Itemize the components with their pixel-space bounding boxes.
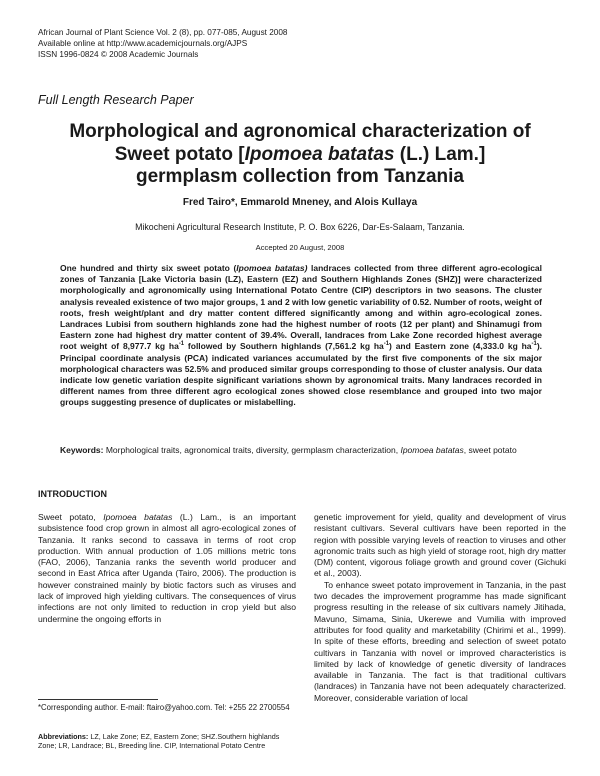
body-column-right [314,512,566,704]
authors: Fred Tairo*, Emmarold Mneney, and Alois Kullaya [182,197,418,208]
title-species: Ipomoea batatas [244,143,395,165]
body-species: Ipomoea batatas [103,512,173,522]
title-line-2 [40,144,560,167]
keywords-text: Morphological traits, agronomical traits, diversity, germplasm characterization, [103,445,401,455]
abstract-text: One hundred and thirty six sweet potato ( [60,263,237,273]
abstract-text: ) and Eastern zone (4,333.0 kg ha [389,341,532,352]
title-part: Sweet potato [ [114,143,245,165]
accepted-date: Accepted 20 August, 2008 [255,243,345,252]
journal-issn: ISSN 1996-0824 © 2008 Academic Journals [38,50,199,59]
abstract-text: ). Principal coordinate analysis (PCA) indicated variances accumulated by the first five components of the six major morphological characters was 52.5% and produced similar groups corresponding to those of cluster analysis. Our data indicate low genetic variation despite significant variations shown by agronomical traits. Many landraces recorded in different names from three different agro ecological zones showed close resemblance and grouped into two major groups suggesting presence of duplicates or mislabelling. [60,341,543,408]
affiliation: Mikocheni Agricultural Research Institute, P. O. Box 6226, Dar-Es-Salaam, Tanzania. [135,222,465,232]
introduction-heading: INTRODUCTION [38,489,107,499]
abstract-text: followed by Southern highlands (7,561.2 kg ha [184,341,384,352]
section-label: Full Length Research Paper [38,93,194,107]
paragraph: To enhance sweet potato improvement in Tanzania, in the past two decades the improvement programme has made significant progress resulting in the release of six cultivars namely Jitihada, Mavuno, Simama, Sinia, Ukerewe and Vumilia with improved attributes for food quality and marketability (Chirimi et al., 1999). In spite of these efforts, breeding and selection of sweet potato cultivars in Tanzania with novel or improved characteristics is limited by lack of knowledge of genetic diversity of landraces available in Tanzania. The fact is that traditional cultivars (landraces) in Tanzania have not been adequately characterized. Moreover, considerable variation of local [314,579,566,703]
journal-citation: African Journal of Plant Science Vol. 2 (8), pp. 077-085, August 2008 [38,28,288,37]
paragraph: genetic improvement for yield, quality and development of virus resistant cultivars. Several cultivars have been reported in the region with possible varying levels of reaction to viruses and other agronomic traits such as high yield of storage root, high dry matter (DM) content, vigorous foliage growth and ground cover (Gichuki et al., 2003). [314,512,566,579]
footnote-rule [38,699,158,700]
paper-title [40,121,560,189]
abbreviations-text: LZ, Lake Zone; EZ, Eastern Zone; SHZ.Southern highlands Zone; LR, Landrace; BL, Breeding line. CIP, International Potato Centre [38,732,280,751]
abbreviations [38,732,298,751]
corresponding-author: *Corresponding author. E-mail: ftairo@yahoo.com. Tel: +255 22 2700554 [38,703,290,712]
abstract-text: landraces collected from three different agro-ecological zones of Tanzania [Lake Victoria basin (LZ), Eastern (EZ) and Southern Highlands Zones (SHZ)] were characterized morphologically and agronomically using International Potato Centre (CIP) descriptors in two seasons. The cluster analysis revealed existence of two major groups, 1 and 2 with low genetic variability of 0.52. Number of roots, weight of roots, fresh weight/plant and dry matter content differed significantly among and within agro-ecological zones. Landraces Lubisi from southern highlands zone had the highest number of roots (12 per plant) and Shinamugi from Eastern zone had highest dry matter content of 39.4%. Overall, landraces from Lake Zone recorded highest average root weight of 8,977.7 kg ha [60,263,543,352]
abbreviations-label: Abbreviations: [38,732,89,741]
title-part: (L.) Lam.] [394,143,486,165]
abstract [60,263,542,409]
title-line-3: germplasm collection from Tanzania [135,166,464,187]
superscript: -1 [383,341,390,348]
abstract-species: Ipomoea batatas) [236,263,308,273]
superscript: -1 [531,341,537,348]
paragraph [38,512,296,625]
body-text: (L.) Lam., is an important subsistence food crop grown in almost all agro-ecological zones of Tanzania. It ranks second to cassava in terms of root crop production. With annual production of 1.05 millions metric tons (FAO, 2006), Tanzania ranks the seventh world producer and second in East Africa after Uganda (Tairo, 2006). The production is however constrained mainly by biotic factors such as viruses and lack of improved high yielding cultivars. The consequences of virus infections are not only limited to reduction in crop yield but also undermine the ongoing efforts in [38,512,296,624]
keywords [60,445,542,456]
keywords-species: Ipomoea batatas [400,445,464,455]
body-column-left [38,512,296,625]
body-text: Sweet potato, [38,512,104,522]
title-line-1: Morphological and agronomical characterization of [69,121,531,142]
superscript: -1 [178,341,185,348]
keywords-label: Keywords: [60,445,104,455]
keywords-text: , sweet potato [463,445,517,455]
journal-url: Available online at http://www.academicjournals.org/AJPS [38,39,248,48]
